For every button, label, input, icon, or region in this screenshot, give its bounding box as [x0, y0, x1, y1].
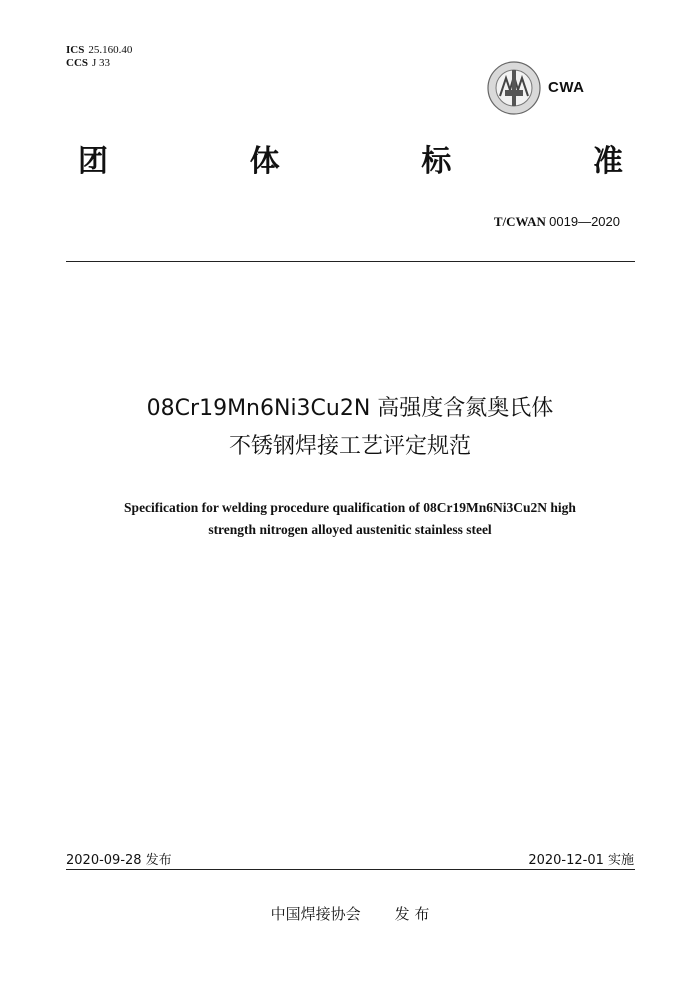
standard-type-char: 体 [249, 144, 280, 179]
standard-type-heading [78, 144, 623, 180]
title-english-line-1: Specification for welding procedure qualification of 08Cr19Mn6Ni3Cu2N high [124, 500, 576, 515]
ccs-row [66, 57, 132, 70]
implement-date: 2020-12-01 实施 [528, 853, 634, 868]
issuer [0, 903, 700, 924]
standard-type-char: 团 [78, 144, 108, 179]
footer-divider [66, 869, 635, 870]
title-english-line-2: strength nitrogen alloyed austenitic stainless steel [208, 522, 492, 537]
issuer-action: 发 布 [394, 905, 430, 923]
title-chinese-line-2: 不锈钢焊接工艺评定规范 [228, 434, 471, 459]
title-chinese [40, 390, 660, 466]
standard-type-char: 准 [592, 144, 623, 179]
classification-codes [66, 44, 132, 70]
title-chinese-line-1: 08Cr19Mn6Ni3Cu2N 高强度含氮奥氏体 [146, 396, 554, 421]
ics-value: 25.160.40 [88, 44, 133, 56]
standard-number-value: 0019—2020 [549, 214, 620, 229]
ics-row [66, 44, 132, 57]
ics-label: ICS [66, 44, 85, 56]
standard-number [494, 214, 620, 230]
ccs-label: CCS [66, 57, 89, 69]
logo-text: CWA [548, 79, 585, 96]
standard-number-prefix: T/CWAN [493, 214, 546, 229]
cwa-emblem-icon [486, 60, 542, 116]
publish-date: 2020-09-28 发布 [66, 853, 172, 868]
standard-type-char: 标 [421, 144, 452, 179]
header-divider [66, 261, 635, 262]
title-english [40, 497, 660, 541]
ccs-value: J 33 [92, 57, 111, 69]
issuer-name: 中国焊接协会 [270, 905, 361, 923]
